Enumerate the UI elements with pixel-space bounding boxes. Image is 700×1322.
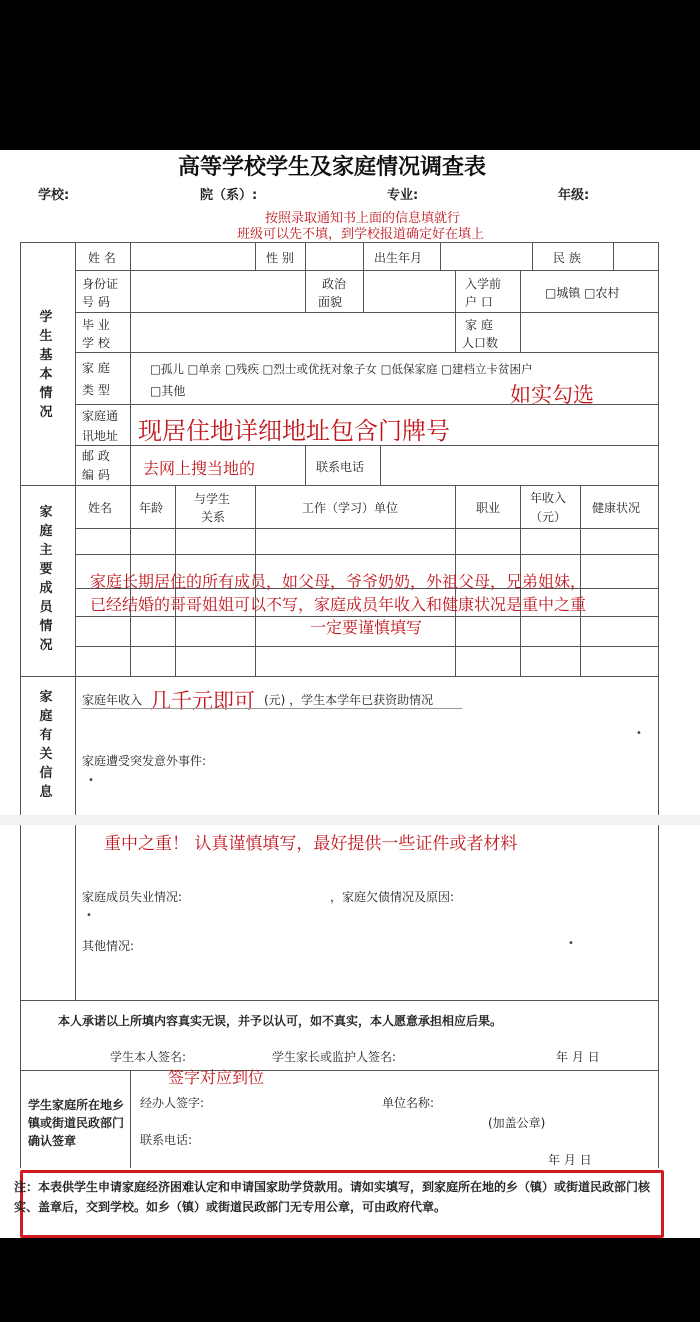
member-relation-header-1: 与学生 bbox=[194, 492, 231, 506]
grade-label: 年级: bbox=[558, 188, 590, 203]
family-size-label-2: 人口数 bbox=[462, 336, 499, 350]
annotation-class-later: 班级可以先不填，到学校报道确定好在填上 bbox=[237, 227, 485, 242]
annotation-members-line-2: 已经结婚的哥哥姐姐可以不写，家庭成员年收入和健康状况是重中之重 bbox=[90, 595, 587, 614]
confirm-date: 年 月 日 bbox=[548, 1153, 592, 1167]
postal-label-2: 编 码 bbox=[82, 468, 110, 482]
signature-date: 年 月 日 bbox=[556, 1050, 600, 1064]
accident-label: 家庭遭受突发意外事件: bbox=[82, 754, 207, 768]
annual-income-unit: (元) ，学生本学年已获资助情况 bbox=[264, 693, 434, 707]
annual-income-label: 家庭年收入 bbox=[82, 693, 143, 707]
id-label-2: 号 码 bbox=[82, 295, 110, 309]
name-label: 姓 名 bbox=[88, 251, 116, 265]
major-label: 专业: bbox=[387, 188, 419, 203]
phone-label: 联系电话 bbox=[316, 460, 365, 474]
faculty-label: 院（系）: bbox=[200, 188, 258, 203]
id-label-1: 身份证 bbox=[82, 277, 119, 291]
member-job-header: 职业 bbox=[476, 501, 501, 515]
family-type-label-1: 家 庭 bbox=[82, 361, 110, 375]
annotation-admission-info: 按照录取通知书上面的信息填就行 bbox=[265, 211, 461, 226]
family-size-label-1: 家 庭 bbox=[465, 318, 493, 332]
section-info-label: 家庭有关信息 bbox=[39, 690, 53, 800]
address-label-1: 家庭通 bbox=[82, 409, 119, 423]
family-type-options-1[interactable]: □孤儿 □单亲 □残疾 □烈士或优抚对象子女 □低保家庭 □建档立卡贫困户 bbox=[150, 362, 533, 376]
political-label-2: 面貌 bbox=[318, 295, 343, 309]
address-label-2: 讯地址 bbox=[82, 429, 119, 443]
member-name-header: 姓名 bbox=[88, 501, 113, 515]
residence-label-2: 户 口 bbox=[465, 295, 493, 309]
confirm-phone-label: 联系电话: bbox=[140, 1133, 193, 1147]
member-income-header-1: 年收入 bbox=[530, 491, 567, 505]
member-age-header: 年龄 bbox=[139, 501, 164, 515]
section-basic-label: 学生基本情况 bbox=[39, 310, 53, 420]
form-title: 高等学校学生及家庭情况调查表 bbox=[178, 155, 487, 180]
bullet-dot: • bbox=[568, 938, 574, 949]
member-health-header: 健康状况 bbox=[592, 501, 641, 515]
grad-label-1: 毕 业 bbox=[82, 318, 110, 332]
annotation-members-line-1: 家庭长期居住的所有成员，如父母，爷爷奶奶，外祖父母，兄弟姐妹， bbox=[90, 572, 587, 591]
residence-options[interactable]: □城镇 □农村 bbox=[545, 286, 620, 300]
family-type-label-2: 类 型 bbox=[82, 383, 110, 397]
bullet-dot: • bbox=[636, 728, 642, 739]
residence-label-1: 入学前 bbox=[465, 277, 502, 291]
annotation-income-amount: 几千元即可 bbox=[150, 689, 255, 713]
gender-label: 性 别 bbox=[266, 251, 294, 265]
stamp-label: (加盖公章) bbox=[488, 1116, 546, 1130]
section-members-label: 家庭主要成员情况 bbox=[39, 505, 53, 653]
grad-label-2: 学 校 bbox=[82, 336, 110, 350]
school-label: 学校: bbox=[38, 188, 70, 203]
pledge-text: 本人承诺以上所填内容真实无误，并予以认可，如不真实，本人愿意承担相应后果。 bbox=[58, 1014, 503, 1028]
member-income-header-2: （元） bbox=[530, 510, 567, 524]
ethnicity-label: 民 族 bbox=[553, 251, 581, 265]
annotation-sign-properly: 签字对应到位 bbox=[168, 1068, 265, 1087]
annotation-members-line-3: 一定要谨慎填写 bbox=[310, 618, 423, 637]
handler-signature-label: 经办人签字: bbox=[140, 1096, 205, 1110]
note-text: 注：本表供学生申请家庭经济困难认定和申请国家助学贷款用。请如实填写，到家庭所在地的乡（镇）或街道民政部门核实、盖章后，交到学校。如乡（镇）或街道民政部门无专用公章，可由政府代章。 bbox=[14, 1180, 651, 1214]
annotation-most-important: 重中之重！ 认真谨慎填写，最好提供一些证件或者材料 bbox=[104, 834, 518, 854]
birth-label: 出生年月 bbox=[374, 251, 423, 265]
unit-name-label: 单位名称: bbox=[382, 1096, 435, 1110]
postal-label-1: 邮 政 bbox=[82, 449, 110, 463]
annotation-check-truthfully: 如实勾选 bbox=[510, 383, 594, 407]
member-relation-header-2: 关系 bbox=[201, 510, 226, 524]
debt-label: ，家庭欠债情况及原因: bbox=[330, 890, 455, 904]
annotation-search-postal: 去网上搜当地的 bbox=[143, 459, 256, 478]
bullet-dot: • bbox=[86, 910, 92, 921]
section-confirm-label: 学生家庭所在地乡镇或街道民政部门确认签章 bbox=[28, 1098, 125, 1148]
page-gap bbox=[0, 815, 700, 825]
guardian-signature-label: 学生家长或监护人签名: bbox=[272, 1050, 397, 1064]
student-signature-label: 学生本人签名: bbox=[110, 1050, 187, 1064]
annotation-address-detail: 现居住地详细地址包含门牌号 bbox=[138, 417, 450, 445]
bullet-dot: • bbox=[88, 775, 94, 786]
family-type-options-2[interactable]: □其他 bbox=[150, 384, 186, 398]
other-label: 其他情况: bbox=[82, 939, 135, 953]
member-work-header: 工作（学习）单位 bbox=[302, 501, 399, 515]
political-label-1: 政治 bbox=[322, 277, 347, 291]
unemployment-label: 家庭成员失业情况: bbox=[82, 890, 183, 904]
form-paper bbox=[0, 150, 700, 1238]
